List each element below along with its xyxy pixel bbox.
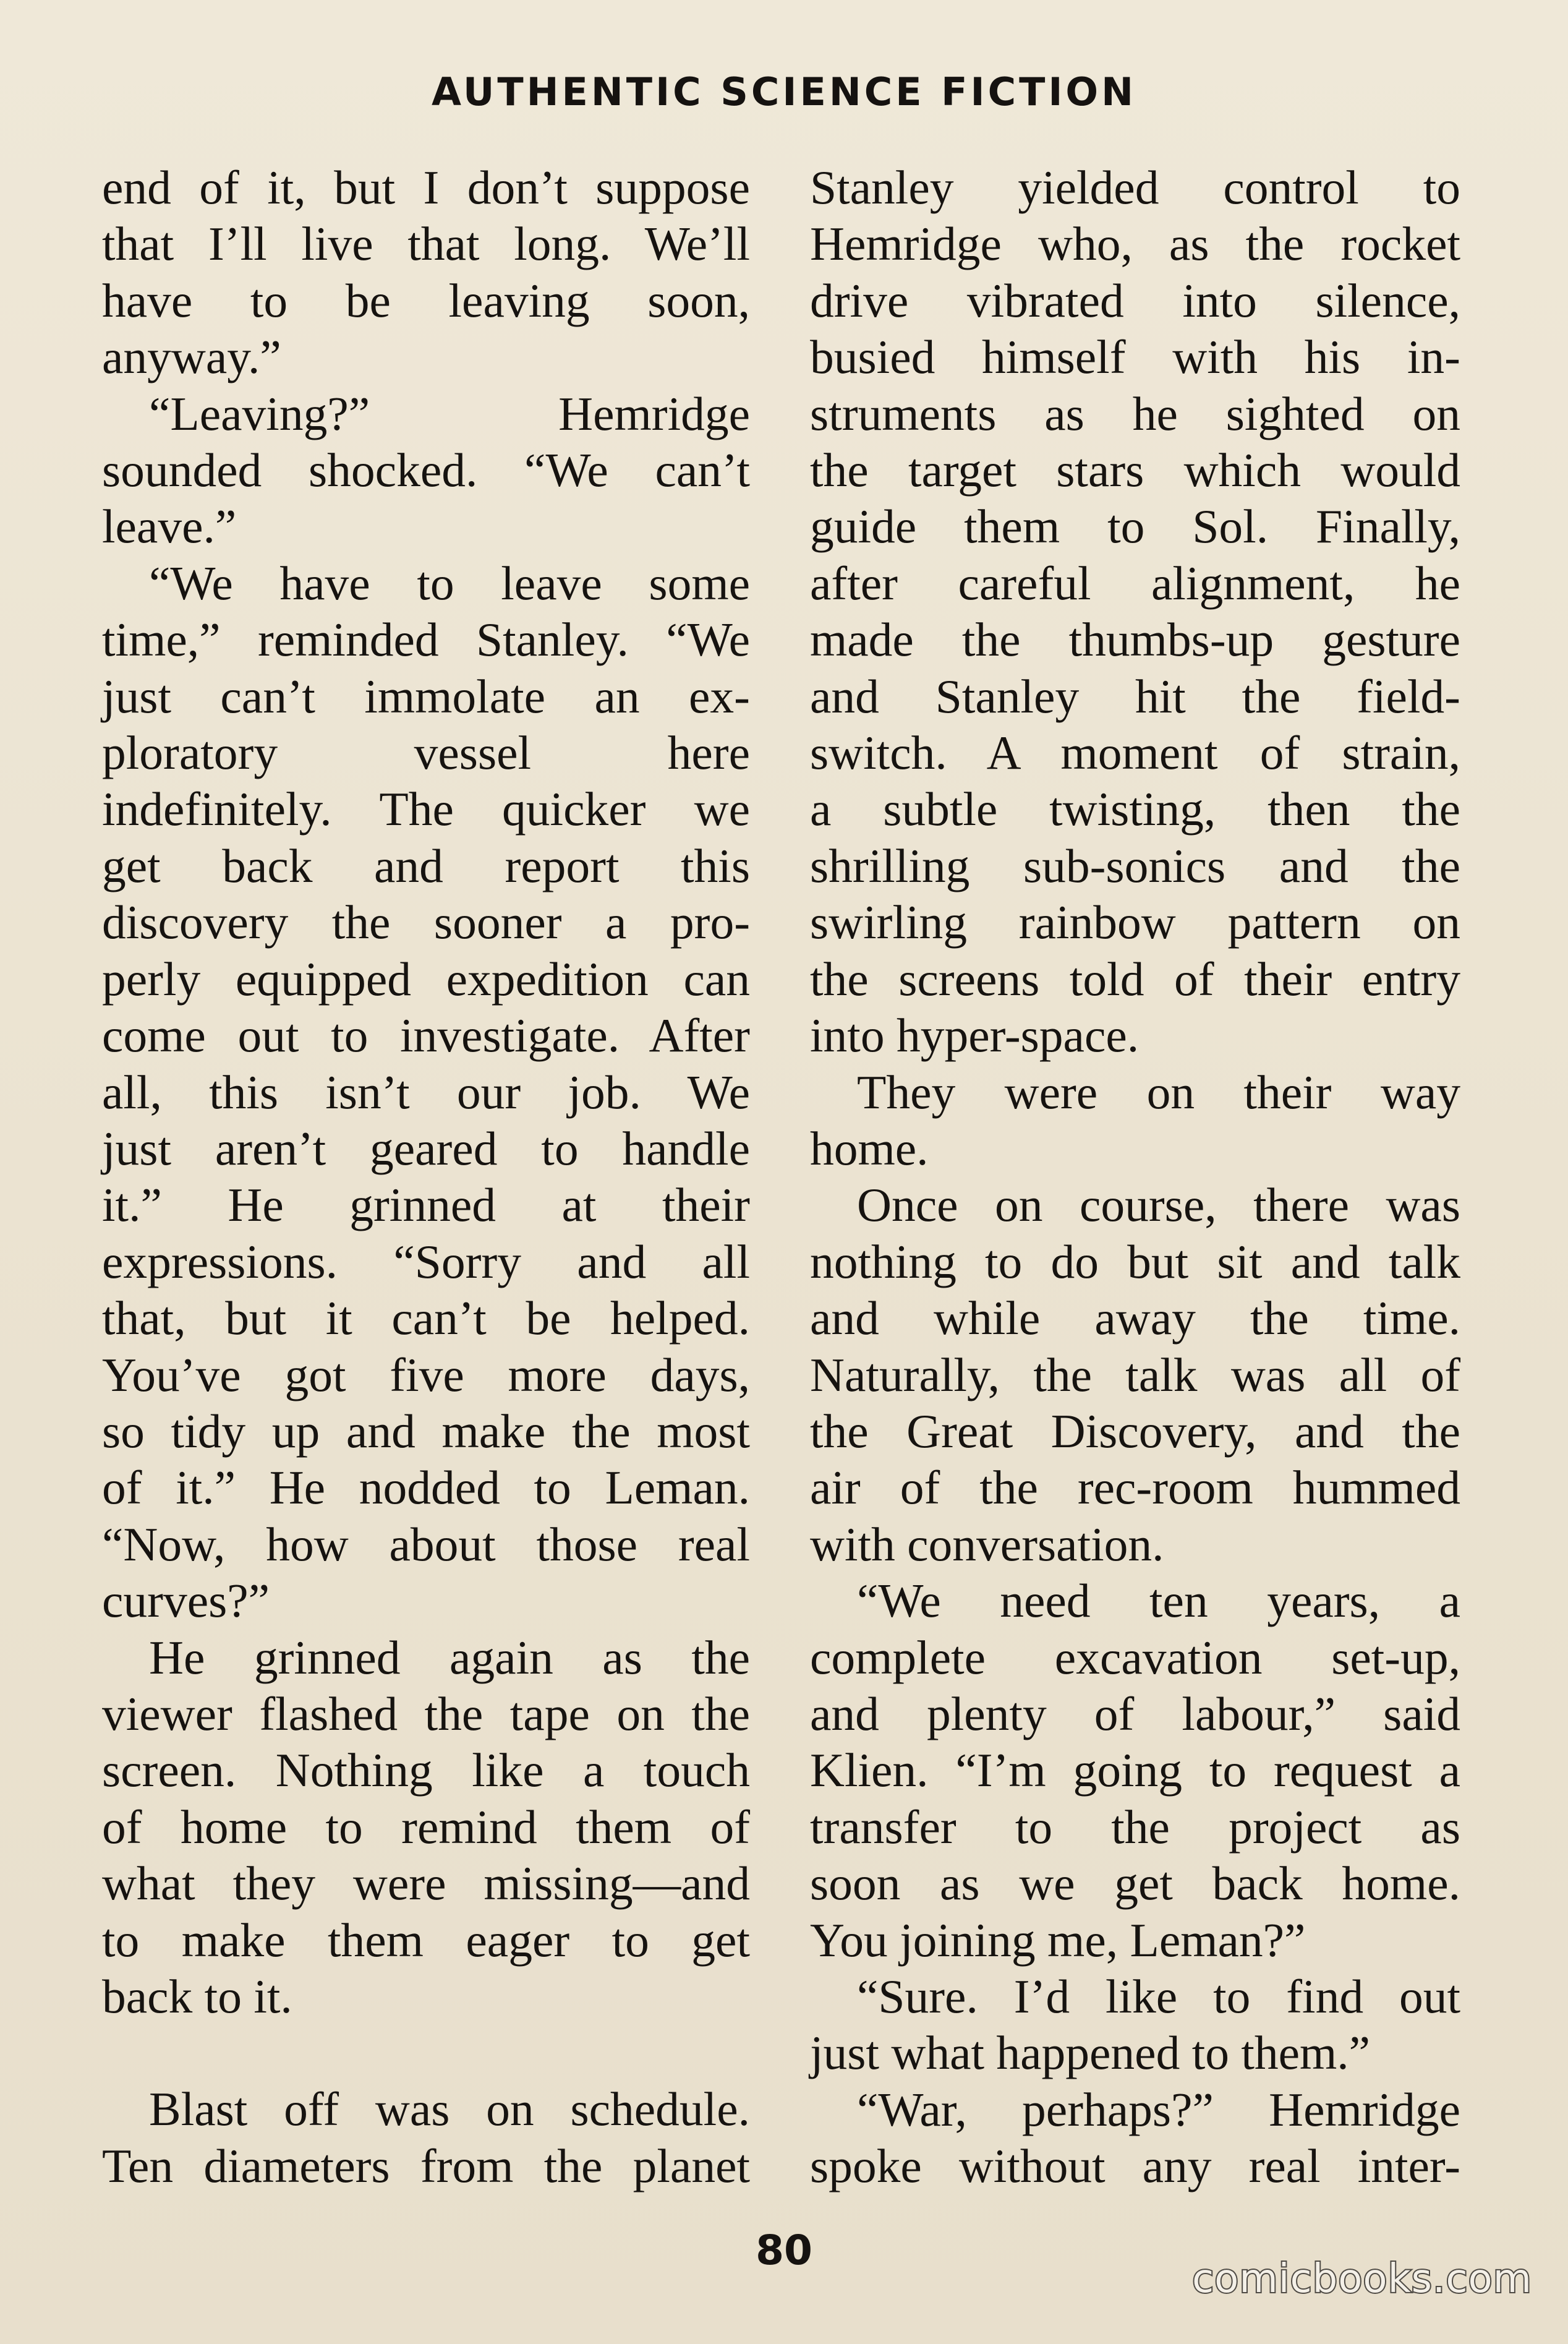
text-line: Ten diameters from the planet: [102, 2139, 750, 2192]
text-line: busied himself with his in-: [810, 330, 1460, 384]
text-line: perly equipped expedition can: [102, 952, 750, 1006]
text-line: discovery the sooner a pro-: [102, 896, 750, 949]
text-line: and plenty of labour,” said: [810, 1687, 1460, 1740]
text-line: so tidy up and make the most: [102, 1404, 750, 1458]
text-line: back to it.: [102, 1970, 292, 2023]
text-line: Hemridge who, as the rocket: [810, 217, 1460, 271]
text-line: viewer flashed the tape on the: [102, 1687, 750, 1740]
text-line: transfer to the project as: [810, 1800, 1460, 1854]
text-line: struments as he sighted on: [810, 387, 1460, 440]
text-line: anyway.”: [102, 330, 281, 384]
text-line: what they were missing—and: [102, 1857, 750, 1910]
text-line: come out to investigate. After: [102, 1009, 750, 1063]
text-line: “Now, how about those real: [102, 1517, 750, 1571]
text-line: Klien. “I’m going to request a: [810, 1743, 1460, 1797]
page-number: 80: [756, 2226, 812, 2274]
text-line: it.” He grinned at their: [102, 1178, 750, 1232]
text-line: have to be leaving soon,: [102, 273, 750, 327]
text-line: that I’ll live that long. We’ll: [102, 217, 750, 271]
text-line: a subtle twisting, then the: [810, 782, 1460, 836]
text-line: “War, perhaps?” Hemridge: [857, 2082, 1460, 2136]
text-line: guide them to Sol. Finally,: [810, 500, 1460, 554]
text-line: You’ve got five more days,: [102, 1348, 750, 1401]
text-line: air of the rec-room hummed: [810, 1461, 1460, 1515]
text-line: the Great Discovery, and the: [810, 1404, 1460, 1458]
text-line: made the thumbs-up gesture: [810, 613, 1460, 667]
text-line: of it.” He nodded to Leman.: [102, 1461, 750, 1515]
running-title: AUTHENTIC SCIENCE FICTION: [431, 69, 1137, 114]
text-line: time,” reminded Stanley. “We: [102, 613, 750, 667]
text-line: leave.”: [102, 500, 237, 554]
text-line: “We have to leave some: [149, 556, 750, 610]
text-line: ploratory vessel here: [102, 726, 750, 780]
text-line: the screens told of their entry: [810, 952, 1460, 1006]
text-line: curves?”: [102, 1574, 270, 1628]
text-line: Once on course, there was: [857, 1178, 1460, 1232]
left-text-column: [102, 160, 750, 2194]
text-line: “Sure. I’d like to find out: [857, 1970, 1460, 2023]
text-line: Blast off was on schedule.: [149, 2082, 750, 2136]
site-watermark: comicbooks.com: [1191, 2256, 1532, 2302]
text-line: drive vibrated into silence,: [810, 273, 1460, 327]
text-line: with conversation.: [810, 1517, 1164, 1571]
text-line: to make them eager to get: [102, 1913, 750, 1967]
text-line: home.: [810, 1121, 929, 1175]
text-line: shrilling sub-sonics and the: [810, 839, 1460, 892]
text-line: and Stanley hit the field-: [810, 669, 1460, 723]
text-line: just aren’t geared to handle: [102, 1121, 750, 1175]
text-line: swirling rainbow pattern on: [810, 896, 1460, 949]
text-line: into hyper-space.: [810, 1009, 1140, 1063]
text-line: and while away the time.: [810, 1291, 1460, 1345]
text-line: after careful alignment, he: [810, 556, 1460, 610]
text-line: just can’t immolate an ex-: [102, 669, 750, 723]
text-line: indefinitely. The quicker we: [102, 782, 750, 836]
text-line: He grinned again as the: [149, 1630, 750, 1684]
text-line: Naturally, the talk was all of: [810, 1348, 1460, 1401]
text-line: nothing to do but sit and talk: [810, 1234, 1460, 1288]
text-line: all, this isn’t our job. We: [102, 1065, 750, 1119]
text-line: switch. A moment of strain,: [810, 726, 1460, 780]
text-line: screen. Nothing like a touch: [102, 1743, 750, 1797]
text-line: expressions. “Sorry and all: [102, 1234, 750, 1288]
right-text-column: [810, 160, 1460, 2195]
text-line: “We need ten years, a: [857, 1574, 1460, 1628]
text-line: complete excavation set-up,: [810, 1630, 1460, 1684]
text-line: spoke without any real inter-: [810, 2139, 1460, 2193]
text-line: the target stars which would: [810, 443, 1460, 497]
text-line: They were on their way: [857, 1065, 1460, 1119]
text-line: just what happened to them.”: [810, 2026, 1371, 2080]
text-line: You joining me, Leman?”: [810, 1913, 1306, 1967]
text-line: of home to remind them of: [102, 1800, 750, 1854]
text-line: end of it, but I don’t suppose: [102, 161, 750, 214]
text-line: sounded shocked. “We can’t: [102, 443, 750, 497]
text-line: get back and report this: [102, 839, 750, 892]
text-line: that, but it can’t be helped.: [102, 1291, 750, 1345]
text-line: Stanley yielded control to: [810, 161, 1460, 214]
text-line: soon as we get back home.: [810, 1857, 1460, 1910]
text-line: “Leaving?” Hemridge: [149, 387, 750, 440]
